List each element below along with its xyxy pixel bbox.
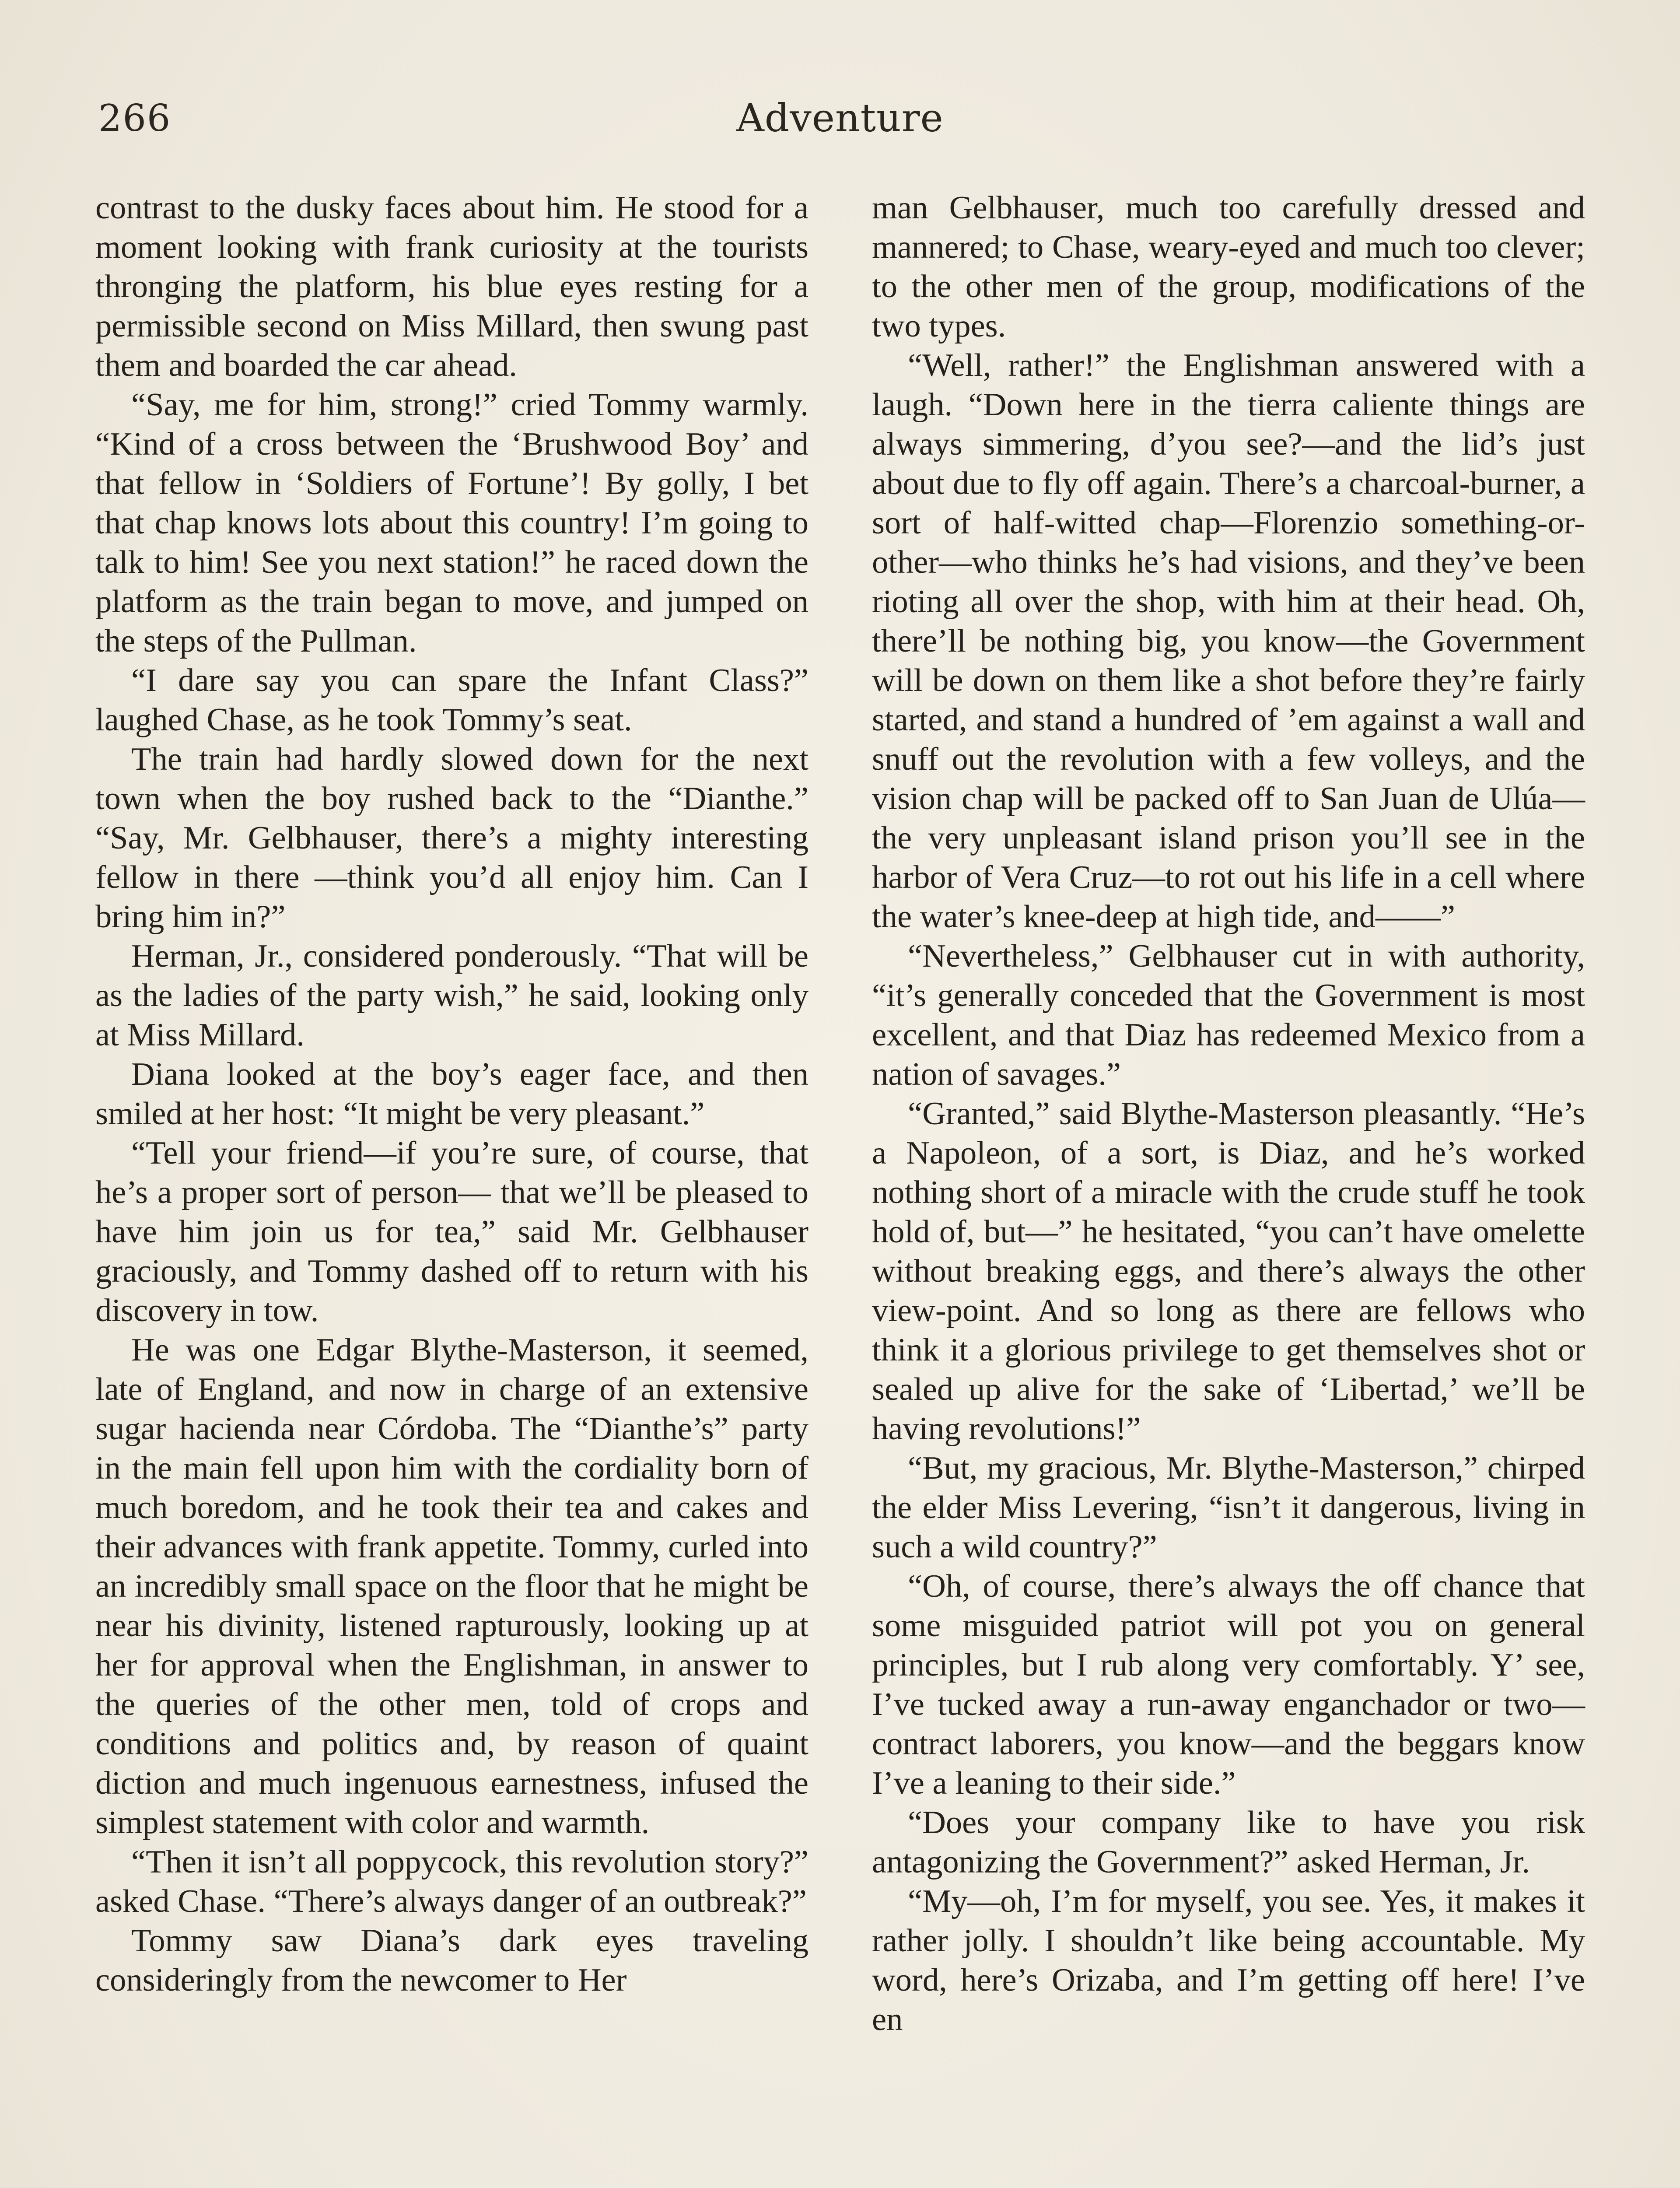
paragraph: “My—oh, I’m for myself, you see. Yes, it makes it rather jolly. I shouldn’t like being accountable. My word, here’s Orizaba, and I’m getting off here! I’ve en bbox=[872, 1883, 1585, 2037]
paragraph: “Well, rather!” the Englishman answered with a laugh. “Down here in the tierra caliente things are always simmering, d’you see?—and the lid’s just about due to fly off again. There’s a charcoal-burner, a sort of half-witted chap—Florenzio something-or-other—who thinks he’s had visions, and they’ve been rioting all over the shop, with him at their head. Oh, there’ll be nothing big, you know—the Government will be down on them like a shot before they’re fairly started, and stand a hundred of ’em against a wall and snuff out the revolution with a few volleys, and the vision chap will be packed off to San Juan de Ulúa—the very unpleasant island prison you’ll see in the harbor of Vera Cruz—to rot out his life in a cell where the water’s knee-deep at high tide, and——” bbox=[872, 347, 1585, 935]
paragraph: contrast to the dusky faces about him. He stood for a moment looking with frank curiosity at the tourists thronging the platform, his blue eyes resting for a permissible second on Miss Millard, then swung past them and boarded the car ahead. bbox=[95, 190, 808, 383]
paragraph: The train had hardly slowed down for the next town when the boy rushed back to the “Dianthe.” “Say, Mr. Gelbhauser, there’s a mighty interesting fellow in there —think you’d all enjoy him. Can I bring him in?” bbox=[95, 741, 808, 935]
paragraph: “Say, me for him, strong!” cried Tommy warmly. “Kind of a cross between the ‘Brushwood Boy’ and that fellow in ‘Soldiers of Fortune’! By golly, I bet that chap knows lots about this country! I’m going to talk to him! See you next station!” he raced down the platform as the train began to move, and jumped on the steps of the Pullman. bbox=[95, 387, 808, 659]
paragraph: Diana looked at the boy’s eager face, and then smiled at her host: “It might be very pleasant.” bbox=[95, 1056, 808, 1132]
paragraph: “But, my gracious, Mr. Blythe-Masterson,” chirped the elder Miss Levering, “isn’t it dangerous, living in such a wild country?” bbox=[872, 1450, 1585, 1565]
paragraph: “Then it isn’t all poppycock, this revolution story?” asked Chase. “There’s always danger of an outbreak?” bbox=[95, 1844, 808, 1919]
right-text-column bbox=[872, 188, 1585, 2188]
magazine-title: Adventure bbox=[736, 95, 944, 140]
paragraph: “Granted,” said Blythe-Masterson pleasantly. “He’s a Napoleon, of a sort, is Diaz, and he’s worked nothing short of a miracle with the crude stuff he took hold of, but—” he hesitated, “you can’t have omelette without breaking eggs, and there’s always the other view-point. And so long as there are fellows who think it a glorious privilege to get themselves shot or sealed up alive for the sake of ‘Libertad,’ we’ll be having revolutions!” bbox=[872, 1096, 1585, 1447]
page-header bbox=[98, 92, 1582, 144]
paragraph: man Gelbhauser, much too carefully dressed and mannered; to Chase, weary-eyed and much too clever; to the other men of the group, modifications of the two types. bbox=[872, 190, 1585, 344]
left-text-column bbox=[95, 188, 808, 2188]
paragraph: “I dare say you can spare the Infant Class?” laughed Chase, as he took Tommy’s seat. bbox=[95, 663, 808, 738]
paragraph: “Nevertheless,” Gelbhauser cut in with authority, “it’s generally conceded that the Government is most excellent, and that Diaz has redeemed Mexico from a nation of savages.” bbox=[872, 938, 1585, 1092]
paragraph: “Does your company like to have you risk antagonizing the Government?” asked Herman, Jr. bbox=[872, 1805, 1585, 1880]
paragraph: “Tell your friend—if you’re sure, of course, that he’s a proper sort of person— that we’ll be pleased to have him join us for tea,” said Mr. Gelbhauser graciously, and Tommy dashed off to return with his discovery in tow. bbox=[95, 1135, 808, 1329]
paragraph: Tommy saw Diana’s dark eyes traveling consideringly from the newcomer to Her bbox=[95, 1923, 808, 1998]
paragraph: He was one Edgar Blythe-Masterson, it seemed, late of England, and now in charge of an extensive sugar hacienda near Córdoba. The “Dianthe’s” party in the main fell upon him with the cordiality born of much boredom, and he took their tea and cakes and their advances with frank appetite. Tommy, curled into an incredibly small space on the floor that he might be near his divinity, listened rapturously, looking up at her for approval when the Englishman, in answer to the queries of the other men, told of crops and conditions and politics and, by reason of quaint diction and much ingenuous earnestness, infused the simplest statement with color and warmth. bbox=[95, 1332, 808, 1841]
page-number: 266 bbox=[98, 97, 172, 140]
paragraph: Herman, Jr., considered ponderously. “That will be as the ladies of the party wish,” he said, looking only at Miss Millard. bbox=[95, 938, 808, 1053]
paragraph: “Oh, of course, there’s always the off chance that some misguided patriot will pot you on general principles, but I rub along very comfortably. Y’ see, I’ve tucked away a run-away enganchador or two— contract laborers, you know—and the beggars know I’ve a leaning to their side.” bbox=[872, 1568, 1585, 1801]
